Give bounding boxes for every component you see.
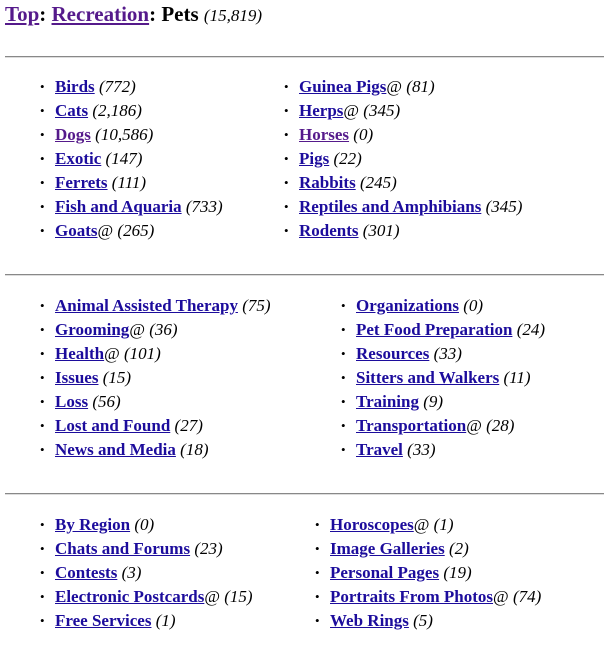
category-link[interactable]: Chats and Forums xyxy=(55,539,191,558)
item-count: (1) xyxy=(433,515,454,534)
item-count: (147) xyxy=(105,149,143,168)
list-item xyxy=(284,195,522,219)
bullet-icon: • xyxy=(284,199,289,214)
category-link[interactable]: Rabbits xyxy=(299,173,356,192)
item-count: (0) xyxy=(353,125,374,144)
item-count: (74) xyxy=(512,587,542,606)
bullet-icon: • xyxy=(40,442,45,457)
category-list-section-3-col-1 xyxy=(40,513,253,633)
symlink-marker: @ xyxy=(104,344,120,363)
total-count: (15,819) xyxy=(203,6,262,25)
list-item xyxy=(284,171,522,195)
list-item xyxy=(315,609,541,633)
bullet-icon: • xyxy=(284,103,289,118)
symlink-marker: @ xyxy=(204,587,221,606)
breadcrumb-link-recreation[interactable]: Recreation xyxy=(51,2,150,26)
item-count: (33) xyxy=(407,440,436,459)
bullet-icon: • xyxy=(315,541,320,556)
item-count: (3) xyxy=(121,563,142,582)
category-link[interactable]: Sitters and Walkers xyxy=(356,368,500,387)
category-link[interactable]: Resources xyxy=(356,344,430,363)
item-count: (22) xyxy=(333,149,362,168)
list-item xyxy=(315,561,541,585)
item-count: (5) xyxy=(413,611,433,630)
symlink-marker: @ xyxy=(386,77,403,96)
list-item xyxy=(315,513,541,537)
list-item xyxy=(40,342,271,366)
item-count: (36) xyxy=(149,320,178,339)
item-count: (27) xyxy=(174,416,203,435)
item-count: (11) xyxy=(503,368,531,387)
list-item xyxy=(341,366,545,390)
item-count: (265) xyxy=(117,221,155,240)
category-link[interactable]: Transportation xyxy=(356,416,467,435)
category-link[interactable]: Horoscopes xyxy=(330,515,414,534)
item-count: (1) xyxy=(155,611,176,630)
category-link[interactable]: Contests xyxy=(55,563,118,582)
list-item xyxy=(40,294,271,318)
category-link[interactable]: Pigs xyxy=(299,149,330,168)
category-link[interactable]: Pet Food Preparation xyxy=(356,320,513,339)
bullet-icon: • xyxy=(40,589,45,604)
bullet-icon: • xyxy=(40,418,45,433)
list-item xyxy=(40,219,223,243)
category-link[interactable]: Goats xyxy=(55,221,98,240)
breadcrumb-separator: : xyxy=(39,2,52,26)
category-list-section-2-col-1 xyxy=(40,294,271,462)
bullet-icon: • xyxy=(341,346,346,361)
category-link[interactable]: Portraits From Photos xyxy=(330,587,494,606)
item-count: (15) xyxy=(102,368,132,387)
category-link[interactable]: Electronic Postcards xyxy=(55,587,205,606)
list-item xyxy=(40,75,223,99)
category-list-section-1-col-2 xyxy=(284,75,522,243)
item-count: (81) xyxy=(406,77,435,96)
symlink-marker: @ xyxy=(343,101,360,120)
bullet-icon: • xyxy=(40,322,45,337)
list-item xyxy=(40,609,253,633)
category-link[interactable]: Dogs xyxy=(55,125,91,144)
category-link[interactable]: Fish and Aquaria xyxy=(55,197,182,216)
divider xyxy=(5,274,604,276)
bullet-icon: • xyxy=(341,370,346,385)
list-item xyxy=(284,99,522,123)
symlink-marker: @ xyxy=(129,320,145,339)
category-link[interactable]: Lost and Found xyxy=(55,416,171,435)
list-item xyxy=(284,123,522,147)
category-link[interactable]: Herps xyxy=(299,101,344,120)
category-list-section-3-col-2 xyxy=(315,513,541,633)
category-link[interactable]: Grooming xyxy=(55,320,130,339)
list-item xyxy=(40,390,271,414)
bullet-icon: • xyxy=(341,394,346,409)
list-item xyxy=(341,342,545,366)
list-item xyxy=(40,123,223,147)
list-item xyxy=(341,318,545,342)
list-item xyxy=(40,195,223,219)
bullet-icon: • xyxy=(40,103,45,118)
list-item xyxy=(40,513,253,537)
category-link[interactable]: Guinea Pigs xyxy=(299,77,387,96)
category-link[interactable]: By Region xyxy=(55,515,131,534)
item-count: (15) xyxy=(224,587,253,606)
bullet-icon: • xyxy=(40,199,45,214)
bullet-icon: • xyxy=(40,175,45,190)
category-link[interactable]: News and Media xyxy=(55,440,176,459)
bullet-icon: • xyxy=(341,298,346,313)
list-item xyxy=(315,585,541,609)
bullet-icon: • xyxy=(315,613,320,628)
symlink-marker: @ xyxy=(493,587,509,606)
bullet-icon: • xyxy=(40,79,45,94)
item-count: (345) xyxy=(363,101,401,120)
list-item xyxy=(40,99,223,123)
category-link[interactable]: Horses xyxy=(299,125,350,144)
category-link[interactable]: Ferrets xyxy=(55,173,108,192)
category-link[interactable]: Rodents xyxy=(299,221,359,240)
category-link[interactable]: Travel xyxy=(356,440,403,459)
category-link[interactable]: Training xyxy=(356,392,419,411)
bullet-icon: • xyxy=(341,322,346,337)
category-link[interactable]: Organizations xyxy=(356,296,459,315)
bullet-icon: • xyxy=(40,346,45,361)
category-link[interactable]: Image Galleries xyxy=(330,539,445,558)
category-link[interactable]: Free Services xyxy=(55,611,152,630)
bullet-icon: • xyxy=(315,565,320,580)
category-link[interactable]: Health xyxy=(55,344,105,363)
category-link[interactable]: Web Rings xyxy=(330,611,409,630)
list-item xyxy=(341,390,545,414)
category-link[interactable]: Reptiles and Amphibians xyxy=(299,197,482,216)
bullet-icon: • xyxy=(315,589,320,604)
list-item xyxy=(341,414,545,438)
bullet-icon: • xyxy=(40,151,45,166)
list-item xyxy=(341,294,545,318)
category-list-section-1-col-1 xyxy=(40,75,223,243)
category-link[interactable]: Loss xyxy=(55,392,89,411)
item-count: (0) xyxy=(134,515,155,534)
list-item xyxy=(341,438,545,462)
bullet-icon: • xyxy=(40,517,45,532)
bullet-icon: • xyxy=(40,298,45,313)
breadcrumb-link-top[interactable]: Top xyxy=(5,2,40,26)
bullet-icon: • xyxy=(40,394,45,409)
list-item xyxy=(40,147,223,171)
category-link[interactable]: Cats xyxy=(55,101,89,120)
bullet-icon: • xyxy=(341,418,346,433)
bullet-icon: • xyxy=(40,565,45,580)
category-link[interactable]: Birds xyxy=(55,77,95,96)
item-count: (2) xyxy=(448,539,469,558)
list-item xyxy=(40,171,223,195)
item-count: (28) xyxy=(486,416,515,435)
list-item xyxy=(284,147,522,171)
breadcrumb xyxy=(5,2,262,27)
page-title: Pets xyxy=(161,2,199,26)
category-link[interactable]: Issues xyxy=(55,368,99,387)
list-item xyxy=(315,537,541,561)
bullet-icon: • xyxy=(40,613,45,628)
divider xyxy=(5,493,604,495)
category-list-section-2-col-2 xyxy=(341,294,545,462)
bullet-icon: • xyxy=(341,442,346,457)
bullet-icon: • xyxy=(40,541,45,556)
item-count: (733) xyxy=(185,197,223,216)
item-count: (101) xyxy=(124,344,161,363)
bullet-icon: • xyxy=(284,79,289,94)
list-item xyxy=(40,537,253,561)
bullet-icon: • xyxy=(284,175,289,190)
item-count: (111) xyxy=(111,173,147,192)
item-count: (24) xyxy=(516,320,546,339)
item-count: (245) xyxy=(359,173,397,192)
item-count: (18) xyxy=(180,440,209,459)
item-count: (75) xyxy=(242,296,271,315)
bullet-icon: • xyxy=(40,370,45,385)
list-item xyxy=(40,366,271,390)
symlink-marker: @ xyxy=(97,221,114,240)
item-count: (9) xyxy=(423,392,444,411)
bullet-icon: • xyxy=(284,223,289,238)
symlink-marker: @ xyxy=(466,416,482,435)
list-item xyxy=(40,561,253,585)
bullet-icon: • xyxy=(40,223,45,238)
category-link[interactable]: Animal Assisted Therapy xyxy=(55,296,238,315)
bullet-icon: • xyxy=(40,127,45,142)
list-item xyxy=(40,585,253,609)
list-item xyxy=(284,219,522,243)
item-count: (19) xyxy=(443,563,472,582)
item-count: (33) xyxy=(433,344,462,363)
category-link[interactable]: Exotic xyxy=(55,149,102,168)
breadcrumb-separator: : xyxy=(149,2,162,26)
item-count: (10,586) xyxy=(95,125,154,144)
list-item xyxy=(40,318,271,342)
bullet-icon: • xyxy=(284,151,289,166)
item-count: (23) xyxy=(194,539,223,558)
item-count: (2,186) xyxy=(92,101,142,120)
item-count: (56) xyxy=(92,392,121,411)
category-link[interactable]: Personal Pages xyxy=(330,563,440,582)
item-count: (772) xyxy=(98,77,136,96)
list-item xyxy=(40,414,271,438)
bullet-icon: • xyxy=(284,127,289,142)
bullet-icon: • xyxy=(315,517,320,532)
item-count: (301) xyxy=(362,221,400,240)
divider xyxy=(5,56,604,58)
list-item xyxy=(40,438,271,462)
item-count: (345) xyxy=(485,197,523,216)
list-item xyxy=(284,75,522,99)
item-count: (0) xyxy=(463,296,484,315)
symlink-marker: @ xyxy=(413,515,430,534)
